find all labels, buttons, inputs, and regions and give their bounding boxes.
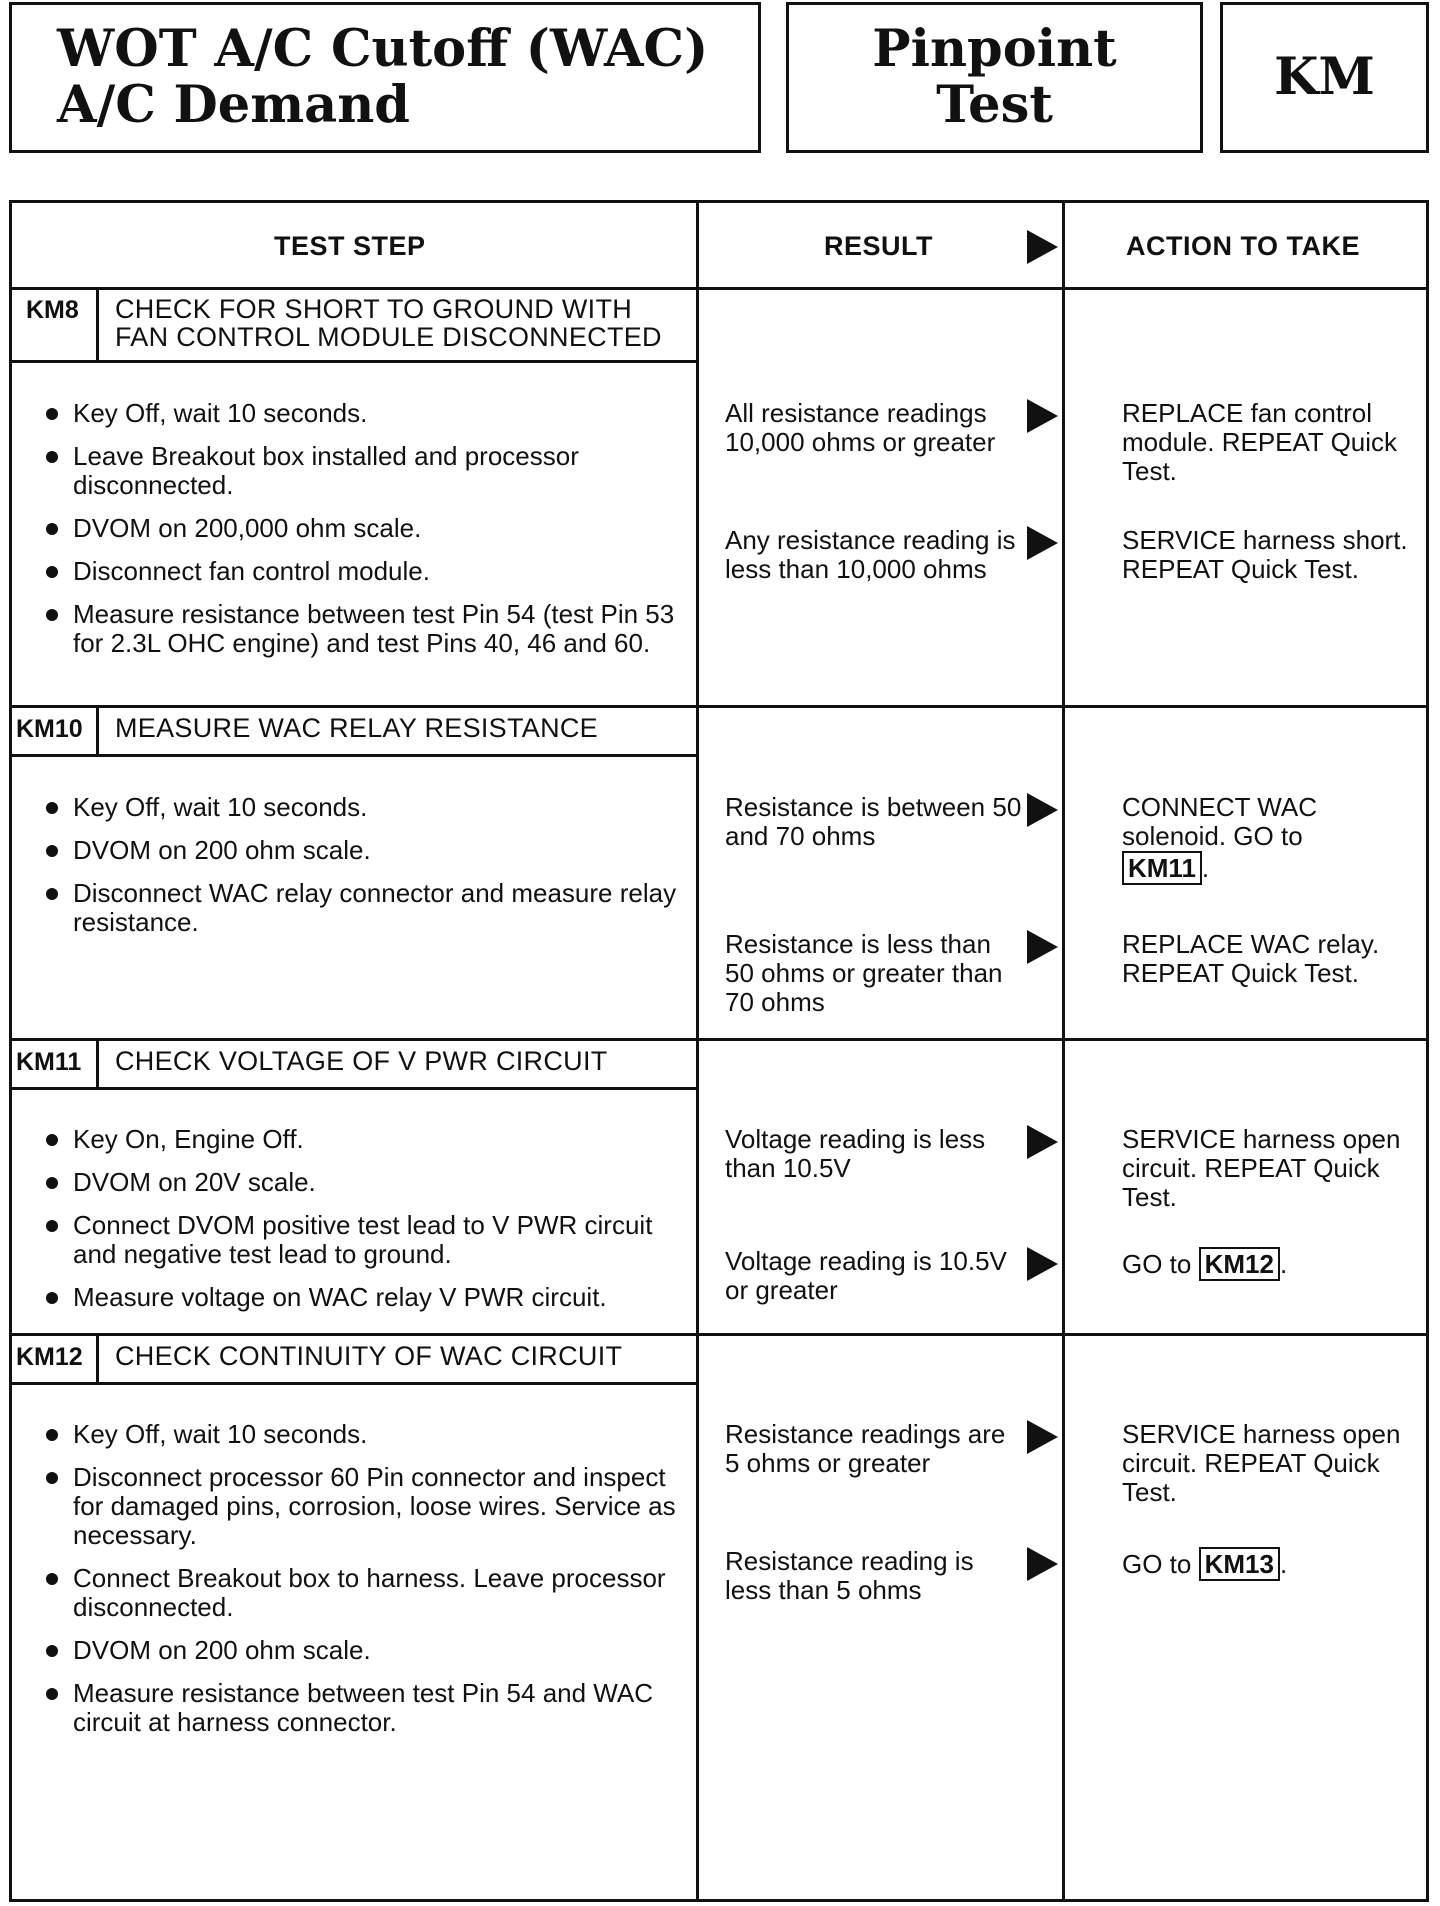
action-text: REPLACE WAC relay. REPEAT Quick Test. — [1122, 929, 1380, 988]
step-id-divider — [96, 705, 99, 755]
test-type-line-1: Pinpoint — [872, 19, 1117, 80]
result-arrow-icon — [1027, 1125, 1058, 1159]
test-type — [872, 19, 1117, 135]
instruction: Connect Breakout box to harness. Leave processor disconnected. — [42, 1564, 682, 1622]
step-title-divider — [12, 360, 696, 363]
result-arrow-icon — [1027, 930, 1058, 964]
action-text: SERVICE harness open circuit. REPEAT Quick Test. — [1122, 1419, 1401, 1507]
step-instructions — [42, 793, 682, 951]
action-text-end: . — [1201, 853, 1210, 883]
result-arrow-icon — [1027, 1420, 1058, 1454]
action-text-end: . — [1279, 1249, 1288, 1279]
step-title — [115, 295, 662, 351]
instruction: Key On, Engine Off. — [42, 1125, 682, 1154]
goto-step-ref[interactable]: KM11 — [1122, 851, 1202, 885]
result-text: Resistance reading is less than 5 ohms — [725, 1546, 974, 1605]
result-text: All resistance readings 10,000 ohms or greater — [725, 398, 996, 457]
action-text-lead: GO to — [1122, 1549, 1192, 1579]
procedure-title — [57, 19, 709, 135]
result-arrow-icon — [1027, 793, 1058, 827]
action-text: REPLACE fan control module. REPEAT Quick Test. — [1122, 398, 1398, 486]
result-arrow-icon — [1027, 230, 1058, 264]
instruction: Measure resistance between test Pin 54 and WAC circuit at harness connector. — [42, 1679, 682, 1737]
result-text: Voltage reading is 10.5V or greater — [725, 1246, 1007, 1305]
test-code: KM — [1274, 46, 1375, 107]
step-id-divider — [96, 1038, 99, 1088]
result-text: Voltage reading is less than 10.5V — [725, 1124, 986, 1183]
action-text: SERVICE harness open circuit. REPEAT Quick Test. — [1122, 1124, 1401, 1212]
result-arrow-icon — [1027, 526, 1058, 560]
instruction: DVOM on 20V scale. — [42, 1168, 682, 1197]
goto-step-ref[interactable]: KM13 — [1199, 1547, 1280, 1581]
step-id: KM10 — [16, 715, 83, 743]
step-title: CHECK VOLTAGE OF V PWR CIRCUIT — [115, 1046, 608, 1076]
instruction: DVOM on 200 ohm scale. — [42, 836, 682, 865]
step-title-line-2: FAN CONTROL MODULE DISCONNECTED — [115, 322, 662, 352]
step-title: MEASURE WAC RELAY RESISTANCE — [115, 713, 598, 743]
instruction: Disconnect WAC relay connector and measure relay resistance. — [42, 879, 682, 937]
instruction: Key Off, wait 10 seconds. — [42, 399, 682, 428]
result-text: Any resistance reading is less than 10,000 ohms — [725, 525, 1016, 584]
step-id-divider — [96, 287, 99, 361]
step-title: CHECK CONTINUITY OF WAC CIRCUIT — [115, 1341, 623, 1371]
step-title-divider — [12, 1087, 696, 1090]
instruction: Connect DVOM positive test lead to V PWR circuit and negative test lead to ground. — [42, 1211, 682, 1269]
column-header-result: RESULT — [824, 231, 933, 261]
step-divider — [12, 1333, 1426, 1336]
action-text-end: . — [1279, 1549, 1288, 1579]
test-type-line-2: Test — [936, 74, 1053, 135]
step-instructions — [42, 399, 682, 672]
step-instructions — [42, 1125, 682, 1326]
instruction: DVOM on 200,000 ohm scale. — [42, 514, 682, 543]
result-arrow-icon — [1027, 399, 1058, 433]
procedure-title-line-1: WOT A/C Cutoff (WAC) — [57, 19, 709, 80]
result-arrow-icon — [1027, 1247, 1058, 1281]
step-id: KM11 — [16, 1048, 82, 1076]
result-text: Resistance is between 50 and 70 ohms — [725, 792, 1022, 851]
step-instructions — [42, 1420, 682, 1751]
column-header-action: ACTION TO TAKE — [1126, 231, 1360, 261]
instruction: Leave Breakout box installed and processor disconnected. — [42, 442, 682, 500]
action-text-lead: CONNECT WAC solenoid. GO to — [1122, 792, 1317, 851]
step-id: KM8 — [26, 296, 79, 324]
action-text — [1122, 793, 1372, 885]
step-divider — [12, 705, 1426, 708]
instruction: Disconnect fan control module. — [42, 557, 682, 586]
instruction: Key Off, wait 10 seconds. — [42, 1420, 682, 1449]
action-text — [1122, 1247, 1417, 1281]
result-text: Resistance readings are 5 ohms or greater — [725, 1419, 1006, 1478]
step-title-line-1: CHECK FOR SHORT TO GROUND WITH — [115, 294, 633, 324]
result-arrow-icon — [1027, 1547, 1058, 1581]
header-divider — [12, 287, 1426, 290]
procedure-title-box — [9, 2, 761, 153]
step-divider — [12, 1038, 1426, 1041]
test-code-box — [1220, 2, 1429, 153]
action-text-lead: GO to — [1122, 1249, 1192, 1279]
result-text: Resistance is less than 50 ohms or greater than 70 ohms — [725, 929, 1003, 1017]
column-divider — [1062, 203, 1065, 1899]
instruction: Measure resistance between test Pin 54 (test Pin 53 for 2.3L OHC engine) and test Pins 40, 46 and 60. — [42, 600, 682, 658]
instruction: Disconnect processor 60 Pin connector and inspect for damaged pins, corrosion, loose wires. Service as necessary. — [42, 1463, 682, 1550]
column-divider — [696, 203, 699, 1899]
action-text: SERVICE harness short. REPEAT Quick Test. — [1122, 525, 1408, 584]
procedure-title-line-2: A/C Demand — [57, 74, 410, 135]
instruction: DVOM on 200 ohm scale. — [42, 1636, 682, 1665]
goto-step-ref[interactable]: KM12 — [1199, 1247, 1280, 1281]
step-id-divider — [96, 1333, 99, 1383]
action-text — [1122, 1547, 1417, 1581]
test-type-box — [786, 2, 1203, 153]
step-title-divider — [12, 1382, 696, 1385]
instruction: Measure voltage on WAC relay V PWR circuit. — [42, 1283, 682, 1312]
column-header-test-step: TEST STEP — [274, 231, 426, 261]
step-id: KM12 — [16, 1343, 83, 1371]
step-title-divider — [12, 754, 696, 757]
pinpoint-test-table — [9, 200, 1429, 1902]
instruction: Key Off, wait 10 seconds. — [42, 793, 682, 822]
